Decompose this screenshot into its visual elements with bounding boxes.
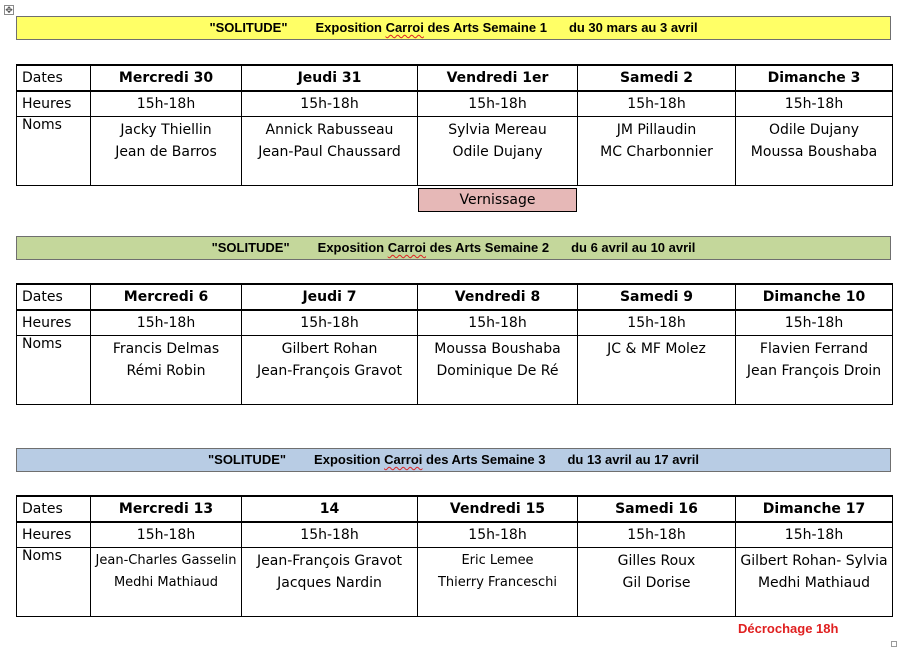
day-header: Vendredi 1er (418, 65, 578, 91)
person-name: MC Charbonnier (600, 144, 713, 160)
hours-row (17, 91, 893, 117)
hours-cell: 15h-18h (578, 522, 736, 548)
person-name: Moussa Boushaba (434, 341, 561, 357)
hours-cell: 15h-18h (91, 91, 242, 117)
names-cell (91, 117, 242, 186)
hours-cell: 15h-18h (578, 310, 736, 336)
names-cell (242, 548, 418, 617)
person-name: Odile Dujany (452, 144, 543, 160)
day-header: Mercredi 6 (91, 284, 242, 310)
person-name: Sylvia Mereau (448, 122, 547, 138)
names-cell (242, 336, 418, 405)
person-name: Jean François Droin (746, 363, 882, 379)
hours-cell: 15h-18h (736, 522, 893, 548)
week1-title: "SOLITUDE" (209, 20, 288, 35)
hours-cell: 15h-18h (418, 310, 578, 336)
names-cell (418, 548, 578, 617)
names-row (17, 336, 893, 405)
day-header: Jeudi 31 (242, 65, 418, 91)
day-header: Dimanche 17 (736, 496, 893, 522)
hours-cell: 15h-18h (418, 522, 578, 548)
person-name: Jacky Thiellin (120, 122, 212, 138)
dates-row (17, 65, 893, 91)
week2-banner (16, 236, 891, 260)
day-header: Dimanche 10 (736, 284, 893, 310)
hours-cell: 15h-18h (578, 91, 736, 117)
dates-label: Dates (17, 284, 91, 310)
names-cell (242, 117, 418, 186)
day-header: Samedi 2 (578, 65, 736, 91)
person-name: Annick Rabusseau (265, 122, 394, 138)
names-row (17, 548, 893, 617)
names-cell (736, 117, 893, 186)
names-cell (736, 336, 893, 405)
day-header: 14 (242, 496, 418, 522)
week3-expo-prefix: Exposition (314, 452, 385, 467)
week3-expo-suffix: des Arts Semaine 3 (422, 452, 546, 467)
hours-cell: 15h-18h (91, 522, 242, 548)
person-name: Gilbert Rohan- Sylvia (740, 553, 888, 569)
table-resize-handle[interactable] (891, 641, 897, 647)
person-name: Jean-François Gravot (257, 553, 402, 569)
person-name: Dominique De Ré (436, 363, 559, 379)
vernissage-label: Vernissage (418, 188, 577, 212)
day-header: Mercredi 30 (91, 65, 242, 91)
hours-row (17, 310, 893, 336)
names-cell (91, 548, 242, 617)
names-cell (578, 548, 736, 617)
day-header: Samedi 16 (578, 496, 736, 522)
person-name: Jean-Paul Chaussard (258, 144, 401, 160)
week3-expo-carroi: Carroi (384, 452, 423, 467)
week1-expo-suffix: des Arts Semaine 1 (423, 20, 547, 35)
week2-expo-suffix: des Arts Semaine 2 (426, 240, 550, 255)
decrochage-label: Décrochage 18h (738, 621, 839, 636)
week3-dates-range: du 13 avril au 17 avril (567, 452, 700, 467)
names-label: Noms (17, 336, 91, 405)
day-header: Jeudi 7 (242, 284, 418, 310)
person-name: Rémi Robin (126, 363, 206, 379)
person-name: JM Pillaudin (616, 122, 697, 138)
dates-row (17, 284, 893, 310)
week3-schedule-table (16, 495, 893, 617)
day-header: Mercredi 13 (91, 496, 242, 522)
week2-expo-carroi: Carroi (387, 240, 427, 255)
hours-cell: 15h-18h (242, 310, 418, 336)
person-name: Jacques Nardin (277, 575, 382, 591)
names-cell (736, 548, 893, 617)
names-cell (91, 336, 242, 405)
week3-banner (16, 448, 891, 472)
week1-expo-prefix: Exposition (315, 20, 386, 35)
week2-expo-prefix: Exposition (317, 240, 388, 255)
hours-label: Heures (17, 522, 91, 548)
person-name: Gil Dorise (622, 575, 691, 591)
person-name: Jean-François Gravot (257, 363, 402, 379)
person-name: Moussa Boushaba (750, 144, 878, 160)
names-cell (578, 117, 736, 186)
names-cell (578, 336, 736, 405)
names-cell (418, 336, 578, 405)
week1-expo-carroi: Carroi (385, 20, 424, 35)
day-header: Vendredi 8 (418, 284, 578, 310)
person-name: Odile Dujany (768, 122, 860, 138)
week1-dates-range: du 30 mars au 3 avril (568, 20, 698, 35)
person-name: Medhi Mathiaud (757, 575, 871, 591)
dates-label: Dates (17, 65, 91, 91)
hours-cell: 15h-18h (242, 91, 418, 117)
names-cell (418, 117, 578, 186)
hours-label: Heures (17, 310, 91, 336)
week2-title: "SOLITUDE" (211, 240, 290, 255)
day-header: Vendredi 15 (418, 496, 578, 522)
week1-banner (16, 16, 891, 40)
names-row (17, 117, 893, 186)
week2-schedule-table (16, 283, 893, 405)
week1-schedule-table (16, 64, 893, 186)
hours-cell: 15h-18h (736, 91, 893, 117)
day-header: Dimanche 3 (736, 65, 893, 91)
person-name: Eric Lemee (461, 553, 534, 568)
person-name: Jean de Barros (115, 144, 217, 160)
table-move-handle-icon[interactable]: ✥ (5, 6, 13, 16)
person-name: Gilbert Rohan (281, 341, 378, 357)
person-name: Jean-Charles Gasselin (95, 553, 237, 568)
hours-cell: 15h-18h (91, 310, 242, 336)
dates-label: Dates (17, 496, 91, 522)
hours-cell: 15h-18h (418, 91, 578, 117)
dates-row (17, 496, 893, 522)
hours-row (17, 522, 893, 548)
hours-label: Heures (17, 91, 91, 117)
week2-dates-range: du 6 avril au 10 avril (571, 240, 696, 255)
person-name: JC & MF Molez (607, 341, 706, 357)
person-name: Gilles Roux (617, 553, 696, 569)
person-name: Thierry Franceschi (437, 575, 558, 590)
person-name: Flavien Ferrand (759, 341, 869, 357)
person-name: Francis Delmas (112, 341, 220, 357)
week3-title: "SOLITUDE" (207, 452, 287, 467)
day-header: Samedi 9 (578, 284, 736, 310)
names-label: Noms (17, 117, 91, 186)
hours-cell: 15h-18h (736, 310, 893, 336)
hours-cell: 15h-18h (242, 522, 418, 548)
person-name: Medhi Mathiaud (113, 575, 219, 590)
names-label: Noms (17, 548, 91, 617)
